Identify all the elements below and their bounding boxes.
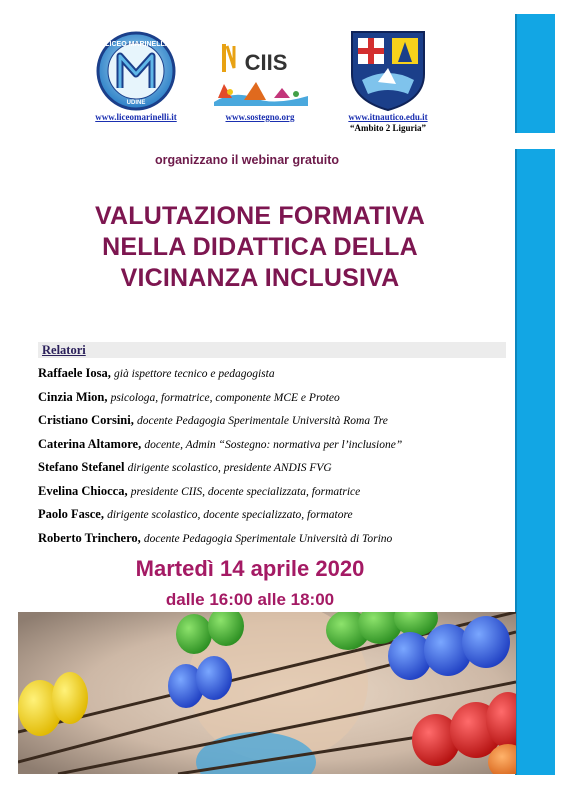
link-sostegno[interactable]: www.sostegno.org [225, 112, 295, 122]
event-time: dalle 16:00 alle 18:00 [165, 590, 335, 609]
abacus-image [18, 612, 516, 774]
event-title [0, 201, 520, 294]
speaker-row [38, 362, 506, 386]
speaker-role: presidente CIIS, docente specializzata, formatrice [130, 485, 361, 498]
ciis-wordmark: CIIS [244, 50, 288, 75]
intro-text: organizzano il webinar gratuito [154, 153, 340, 167]
speaker-role: già ispettore tecnico e pedagogista [114, 368, 275, 380]
speaker-row [38, 456, 506, 480]
title-line: NELLA DIDATTICA DELLA [102, 233, 418, 261]
title-line: VICINANZA INCLUSIVA [120, 264, 400, 292]
speaker-name: Raffaele Iosa, [38, 366, 111, 380]
speakers-section [38, 342, 506, 550]
speaker-role: psicologa, formatrice, componente MCE e Proteo [110, 391, 340, 404]
emblem-text: LICEO MARINELLI [105, 41, 167, 48]
event-date: Martedì 14 aprile 2020 [135, 556, 365, 581]
liceo-marinelli-emblem [94, 30, 178, 112]
speaker-name: Roberto Trinchero, [38, 530, 141, 545]
title-line: VALUTAZIONE FORMATIVA [94, 202, 426, 230]
itnautico-shield-emblem [348, 28, 428, 112]
side-accent-bar-bottom [515, 149, 555, 775]
speaker-role: docente, Admin “Sostegno: normativa per l’inclusione” [144, 438, 403, 451]
speaker-row [38, 409, 506, 433]
speaker-row [38, 527, 506, 551]
link-liceomarinelli[interactable]: www.liceomarinelli.it [95, 112, 177, 122]
ciis-emblem [204, 38, 316, 112]
logo-liceo-marinelli [84, 30, 188, 122]
speaker-name: Cristiano Corsini, [38, 413, 134, 427]
speaker-name: Stefano Stefanel [38, 460, 125, 474]
speaker-role: docente Pedagogia Sperimentale Università Roma Tre [136, 415, 388, 427]
speaker-name: Evelina Chiocca, [38, 483, 128, 498]
speaker-row [38, 386, 506, 410]
speaker-role: docente Pedagogia Sperimentale Università di Torino [143, 532, 393, 545]
speaker-row [38, 433, 506, 457]
speaker-role: dirigente scolastico, docente specializzato, formatore [107, 509, 353, 521]
itnautico-subtitle: “Ambito 2 Liguria” [349, 123, 426, 133]
logo-ciis [204, 38, 316, 122]
speaker-row [38, 503, 506, 527]
link-itnautico[interactable]: www.itnautico.edu.it [348, 112, 428, 122]
speaker-name: Paolo Fasce, [38, 507, 104, 521]
logo-itnautico [334, 28, 442, 133]
speakers-heading: Relatori [38, 342, 506, 358]
speaker-row [38, 480, 506, 504]
speaker-name: Cinzia Mion, [38, 389, 108, 404]
emblem-sub: UDINE [126, 100, 146, 106]
speaker-role: dirigente scolastico, presidente ANDIS FVG [127, 462, 332, 474]
side-accent-bar-top [515, 14, 555, 133]
abacus-photo [18, 612, 516, 774]
speaker-name: Caterina Altamore, [38, 436, 142, 451]
